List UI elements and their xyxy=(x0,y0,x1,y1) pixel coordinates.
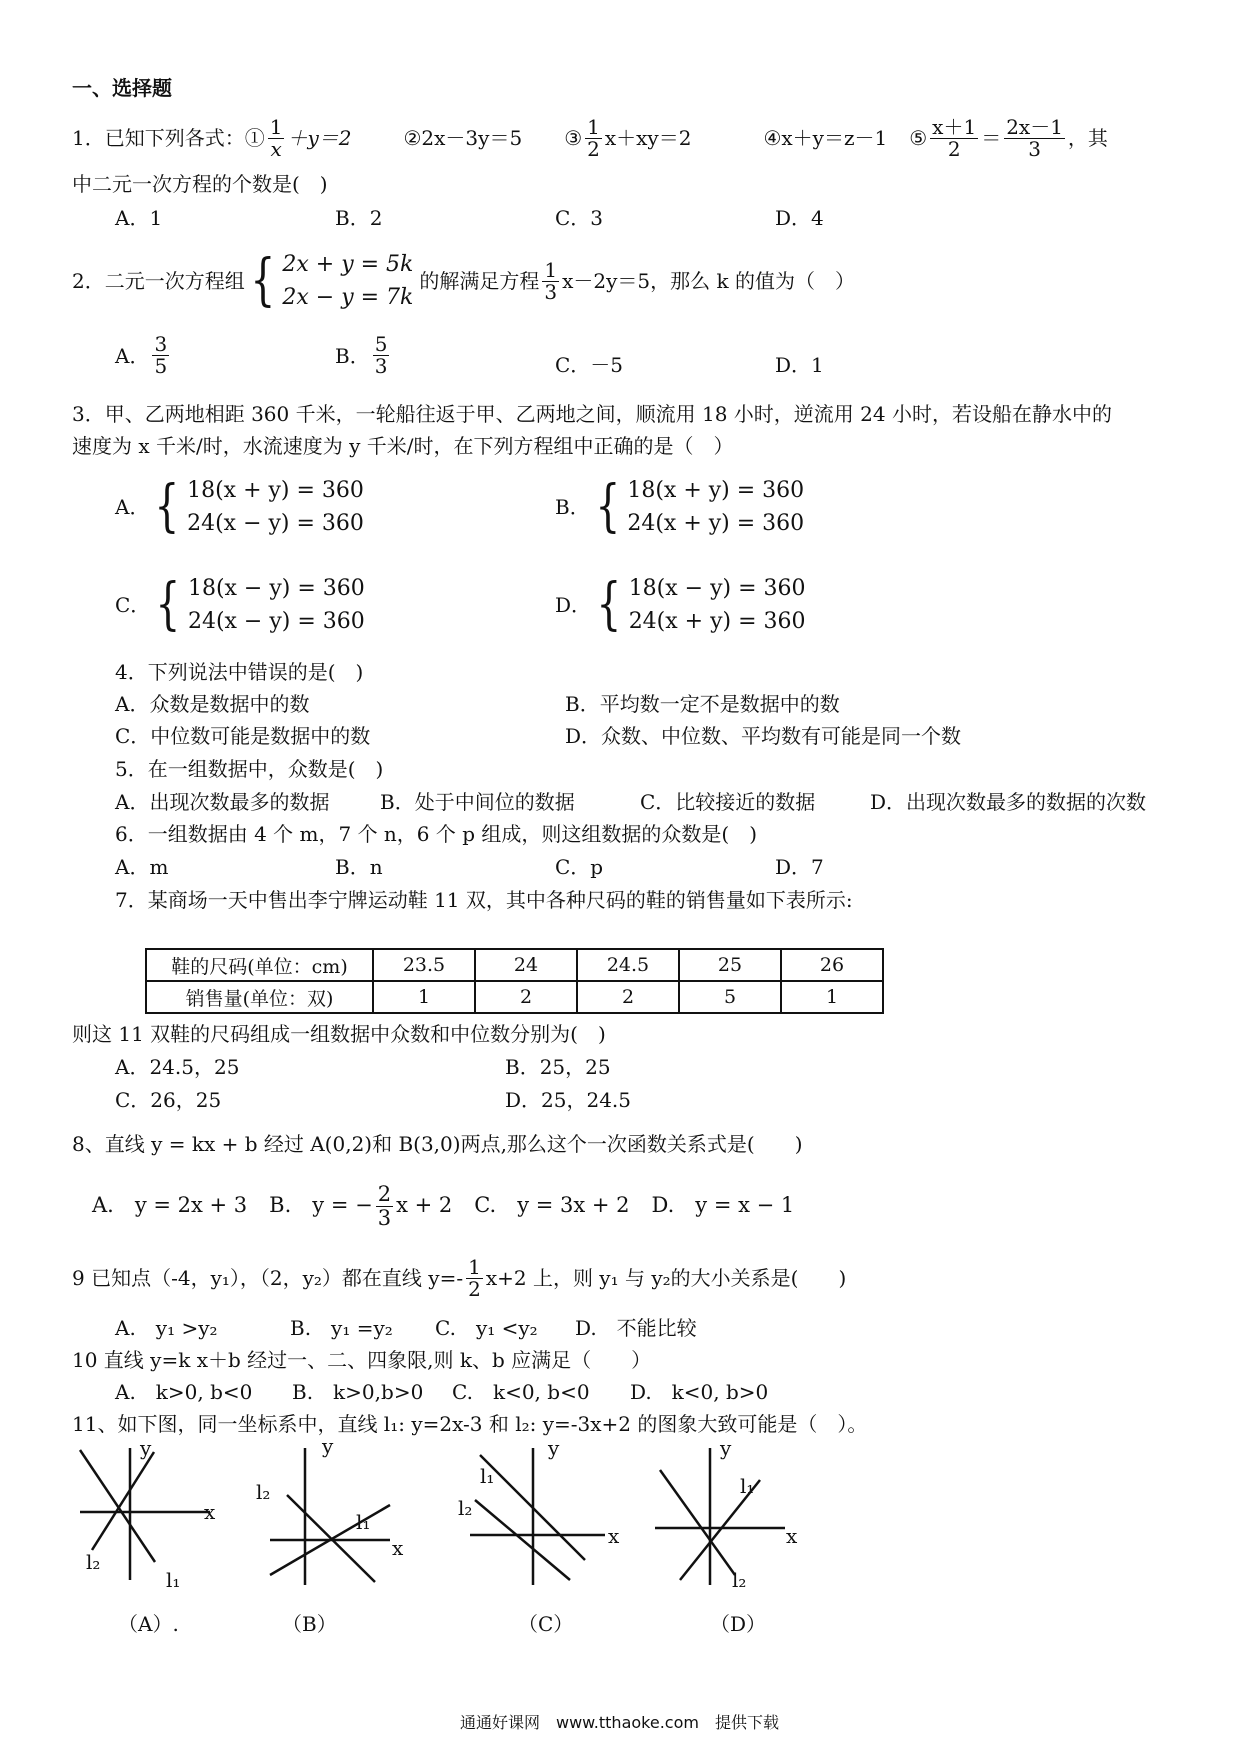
q3-line2: 速度为 x 千米/时，水流速度为 y 千米/时，在下列方程组中正确的是（ ） xyxy=(72,434,734,458)
q7-option-b: B．25，25 xyxy=(505,1055,611,1079)
q11-b-axis-y: y xyxy=(322,1434,334,1458)
q1-expr-3: x＋xy＝2 xyxy=(604,126,692,150)
q3-option-b: B． { 18(x + y) = 360 24(x + y) = 360 xyxy=(555,474,805,539)
q9-option-c: C. y₁ <y₂ xyxy=(435,1316,538,1340)
q2-system-eq2: 2x − y = 7k xyxy=(282,285,414,310)
q1-fraction-5b: $\frac{2x-1}{3}$ xyxy=(1006,114,1063,161)
q3-option-d: D． { 18(x − y) = 360 24(x + y) = 360 xyxy=(555,572,806,637)
q11-a-l1: l₁ xyxy=(166,1568,181,1592)
q2-option-a: A． $\frac{3}{5}$ xyxy=(115,332,168,378)
q2-fraction: $\frac{1}{3}$ xyxy=(544,257,558,304)
q11-caption-a: （A）. xyxy=(118,1612,179,1636)
q1-option-c: C．3 xyxy=(555,206,604,230)
q11-b-l1: l₁ xyxy=(356,1510,371,1534)
q7-stem: 7．某商场一天中售出李宁牌运动鞋 11 双，其中各种尺码的鞋的销售量如下表所示: xyxy=(115,888,853,912)
q4-stem: 4．下列说法中错误的是( ) xyxy=(115,660,364,684)
q4-option-a: A．众数是数据中的数 xyxy=(115,692,310,716)
q11-c-l2: l₂ xyxy=(458,1496,473,1520)
q5-option-c: C．比较接近的数据 xyxy=(640,790,816,814)
q5-option-b: B．处于中间位的数据 xyxy=(380,790,575,814)
q2-mid: 的解满足方程 xyxy=(419,269,540,293)
q1-expr-4: ④x＋y＝z－1 xyxy=(763,126,888,150)
q10-option-b: B. k>0,b>0 xyxy=(292,1380,424,1404)
q5-stem: 5．在一组数据中，众数是( ) xyxy=(115,757,384,781)
q4-option-d: D．众数、中位数、平均数有可能是同一个数 xyxy=(565,724,962,748)
table-row: 销售量(单位：双) 1 2 2 5 1 xyxy=(146,981,883,1013)
page-footer: 通通好课网 www.tthaoke.com 提供下载 xyxy=(460,1713,779,1732)
q11-graph-d xyxy=(650,1440,800,1590)
q7-after: 则这 11 双鞋的尺码组成一组数据中众数和中位数分别为( ) xyxy=(72,1022,606,1046)
q11-graph-b xyxy=(265,1440,415,1590)
q2-option-b: B． $\frac{5}{3}$ xyxy=(335,332,388,378)
q2-option-d: D．1 xyxy=(775,353,824,377)
q1-tail: ，其 xyxy=(1067,126,1108,150)
q8-option-c: C. y = 3x + 2 xyxy=(474,1193,630,1218)
q10-option-c: C. k<0, b<0 xyxy=(452,1380,590,1404)
q1-fraction-3: $\frac{1}{2}$ xyxy=(587,114,600,161)
q11-d-axis-x: x xyxy=(786,1524,798,1548)
q11-caption-b: （B） xyxy=(282,1612,337,1636)
q11-d-l2: l₂ xyxy=(732,1568,747,1592)
q8-option-b-fraction: $\frac{2}{3}$ xyxy=(377,1182,392,1230)
q8-stem: 8、直线 y = kx + b 经过 A(0,2)和 B(3,0)两点,那么这个一次函数关系式是( ) xyxy=(72,1132,803,1156)
q6-option-a: A．m xyxy=(115,855,169,879)
q1-expr-3-prefix: ③ xyxy=(564,126,583,150)
q8-options xyxy=(92,1176,794,1236)
q11-a-l2: l₂ xyxy=(86,1550,101,1574)
q10-option-a: A. k>0, b<0 xyxy=(115,1380,253,1404)
q9-option-b: B. y₁ =y₂ xyxy=(290,1316,393,1340)
q6-option-d: D．7 xyxy=(775,855,824,879)
q11-c-axis-y: y xyxy=(548,1436,560,1460)
q11-a-axis-y: y xyxy=(140,1436,152,1460)
q1-expr-5-prefix: ⑤ xyxy=(909,126,928,150)
table-row: 鞋的尺码(单位：cm) 23.5 24 24.5 25 26 xyxy=(146,949,883,981)
q8-option-b-rest: x + 2 xyxy=(396,1193,453,1218)
q1-option-a: A．1 xyxy=(115,206,163,230)
q2-stem xyxy=(72,244,855,318)
q1-line2: 中二元一次方程的个数是( ) xyxy=(72,172,328,196)
q10-option-d: D. k<0, b>0 xyxy=(630,1380,769,1404)
q11-d-axis-y: y xyxy=(720,1436,732,1460)
q3-option-a: A． { 18(x + y) = 360 24(x − y) = 360 xyxy=(115,474,364,539)
q8-option-d: D. y = x − 1 xyxy=(651,1193,795,1218)
q2-rest: x－2y＝5，那么 k 的值为（ ） xyxy=(562,269,855,293)
q1-expr-2: ②2x－3y＝5 xyxy=(403,126,523,150)
q9-option-d: D. 不能比较 xyxy=(575,1316,697,1340)
q1-equals: ＝ xyxy=(981,126,1002,150)
q3-option-c: C． { 18(x − y) = 360 24(x − y) = 360 xyxy=(115,572,365,637)
q11-b-axis-x: x xyxy=(392,1536,404,1560)
q11-c-l1: l₁ xyxy=(480,1464,495,1488)
q8-option-a: A. y = 2x + 3 xyxy=(92,1193,248,1218)
q9-stem: 9 已知点（-4，y₁），（2，y₂）都在直线 y=- $\frac{1}{2}$ x+2 上，则 y₁ 与 y₂的大小关系是( ) xyxy=(72,1254,847,1301)
q2-system-eq1: 2x + y = 5k xyxy=(282,252,414,277)
q1-expr-1: ＋y＝2 xyxy=(287,126,352,150)
q2-system: { 2x + y = 5k 2x − y = 7k xyxy=(250,248,414,313)
q7-option-d: D．25，24.5 xyxy=(505,1088,632,1112)
q1-option-d: D．4 xyxy=(775,206,824,230)
q6-stem: 6．一组数据由 4 个 m，7 个 n，6 个 p 组成，则这组数据的众数是( ) xyxy=(115,822,758,846)
q7-option-a: A．24.5，25 xyxy=(115,1055,240,1079)
q9-fraction: $\frac{1}{2}$ xyxy=(468,1254,481,1301)
q9-option-a: A. y₁ >y₂ xyxy=(115,1316,218,1340)
q1-fraction-1: $\frac{1}{x}$ xyxy=(269,114,283,161)
q3-line1: 3．甲、乙两地相距 360 千米，一轮船往返于甲、乙两地之间，顺流用 18 小时，逆流用 24 小时，若设船在静水中的 xyxy=(72,402,1112,426)
q4-option-b: B．平均数一定不是数据中的数 xyxy=(565,692,840,716)
q1-fraction-5a: $\frac{x+1}{2}$ xyxy=(932,114,977,161)
q6-option-b: B．n xyxy=(335,855,383,879)
q1-prefix: 1．已知下列各式：① xyxy=(72,126,265,150)
q11-b-l2: l₂ xyxy=(256,1480,271,1504)
q5-option-a: A．出现次数最多的数据 xyxy=(115,790,330,814)
q11-a-axis-x: x xyxy=(204,1500,216,1524)
q4-option-c: C．中位数可能是数据中的数 xyxy=(115,724,371,748)
q7-option-c: C．26，25 xyxy=(115,1088,222,1112)
q2-option-c: C．－5 xyxy=(555,353,624,377)
q6-option-c: C．p xyxy=(555,855,604,879)
q5-option-d: D．出现次数最多的数据的次数 xyxy=(870,790,1147,814)
q11-caption-d: （D） xyxy=(710,1612,767,1636)
q1-option-b: B．2 xyxy=(335,206,383,230)
q10-stem: 10 直线 y=k x＋b 经过一、二、四象限,则 k、b 应满足（ ） xyxy=(72,1348,652,1372)
q2-prefix: 2．二元一次方程组 xyxy=(72,269,245,293)
q11-graph-c xyxy=(465,1440,615,1590)
q11-caption-c: （C） xyxy=(518,1612,574,1636)
q7-size-table xyxy=(145,948,884,1014)
q11-d-l1: l₁ xyxy=(740,1474,755,1498)
q11-stem: 11、如下图，同一坐标系中，直线 l₁: y=2x-3 和 l₂: y=-3x+2 的图象大致可能是（ ）。 xyxy=(72,1412,868,1436)
q1-line1 xyxy=(72,108,1108,168)
section-title: 一、选择题 xyxy=(72,76,172,100)
q8-option-b-prefix: B. y = − xyxy=(269,1193,373,1218)
q11-c-axis-x: x xyxy=(608,1524,620,1548)
